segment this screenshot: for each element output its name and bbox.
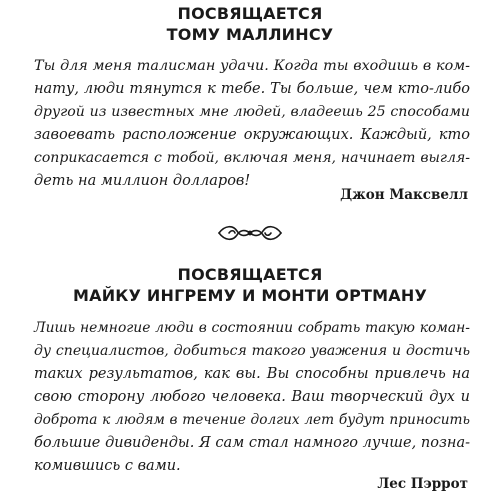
text-2-line: ду специалистов, добиться такого уважения и достичь — [34, 343, 470, 359]
signature-2: Лес Пэррот — [377, 476, 468, 492]
text-2-line: комившись с вами. — [34, 458, 181, 474]
text-2-line: доброта к людям в течение долгих лет будут приносить — [34, 412, 470, 428]
text-2-line: Лишь немногие люди в состоянии собрать такую коман- — [34, 320, 470, 336]
heading-1-line-1: ПОСВЯЩАЕТСЯ — [177, 4, 323, 23]
text-1-line: деть на миллион долларов! — [34, 173, 251, 189]
dedication-text-1 — [34, 55, 470, 193]
text-1-line: завоевать расположение окружающих. Каждый, кто — [34, 127, 470, 143]
text-1-line: нату, люди тянутся к тебе. Ты больше, чем кто-либо — [34, 81, 470, 97]
signature-1: Джон Максвелл — [340, 187, 468, 203]
text-1-line: Ты для меня талисман удачи. Когда ты входишь в ком- — [34, 58, 470, 74]
text-2-line: таких результатов, как вы. Вы способны привлечь на — [34, 366, 470, 382]
text-2-line: большие дивиденды. Я сам стал намного лучше, позна- — [34, 435, 470, 451]
flourish-ornament-icon — [215, 222, 285, 244]
text-1-line: соприкасается с тобой, включая меня, начинает выгля- — [34, 150, 470, 166]
heading-1-line-2: ТОМУ МАЛЛИНСУ — [166, 25, 334, 44]
text-2-line: свою сторону любого человека. Ваш творческий дух и — [34, 389, 470, 405]
heading-2-line-1: ПОСВЯЩАЕТСЯ — [177, 265, 323, 284]
dedication-heading-2 — [0, 264, 500, 306]
dedication-text-2 — [34, 317, 470, 478]
text-1-line: другой из известных мне людей, владеешь 25 способами — [34, 104, 470, 120]
heading-2-line-2: МАЙКУ ИНГРЕМУ И МОНТИ ОРТМАНУ — [73, 286, 427, 305]
dedication-heading-1 — [0, 3, 500, 45]
